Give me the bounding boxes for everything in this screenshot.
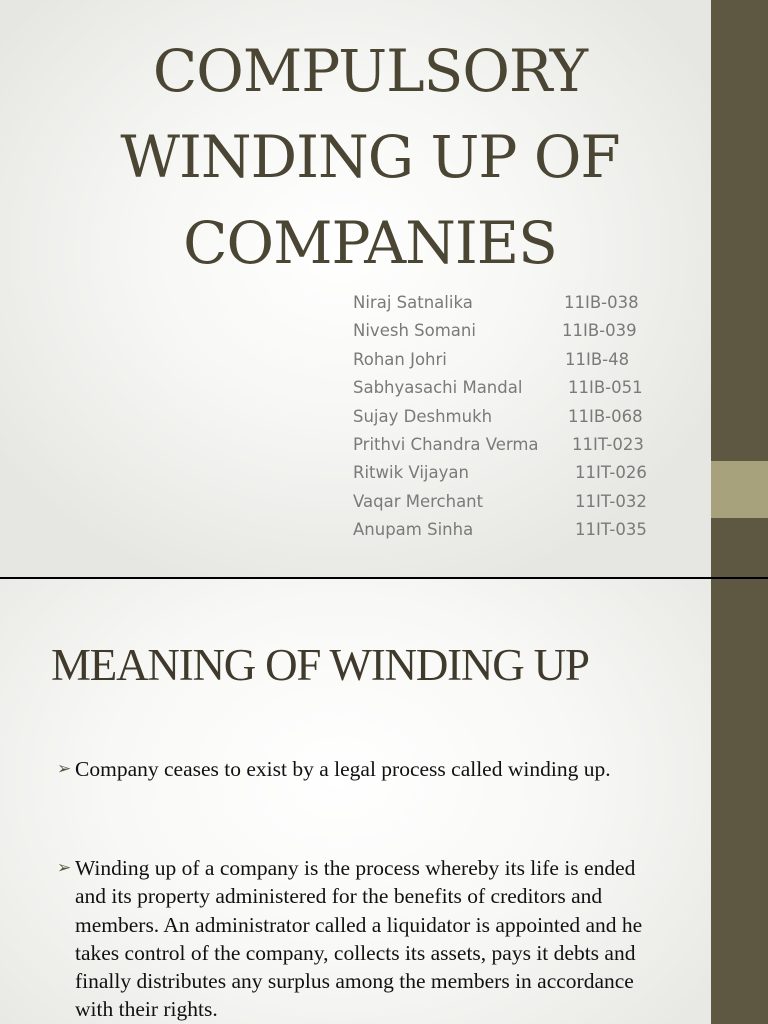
member-name: Prithvi Chandra Verma (353, 434, 539, 454)
bullet-text: Company ceases to exist by a legal process called winding up. (75, 757, 611, 781)
member-id: 11IT-035 (575, 520, 647, 540)
member-list (353, 289, 673, 545)
member-id: 11IB-039 (562, 321, 637, 341)
bullet-arrow-icon: ➢ (57, 759, 72, 778)
member-row (353, 374, 673, 402)
slide-title (60, 28, 680, 286)
member-id: 11IB-051 (568, 378, 643, 398)
member-id: 11IT-032 (575, 491, 647, 511)
member-row (353, 289, 673, 317)
member-name: Anupam Sinha (353, 520, 474, 540)
member-name: Sujay Deshmukh (353, 406, 493, 426)
member-row (353, 431, 673, 459)
title-line: COMPANIES (183, 209, 557, 277)
member-name: Nivesh Somani (353, 321, 476, 341)
member-id: 11IB-48 (565, 349, 630, 369)
member-id: 11IB-068 (568, 406, 643, 426)
member-name: Vaqar Merchant (353, 491, 484, 511)
member-row (353, 516, 673, 544)
bullet-arrow-icon: ➢ (57, 858, 72, 877)
bullet-text: Winding up of a company is the process whereby its life is ended and its property administered for the benefits of creditors and members. An administrator called a liquidator is appointed and he takes control of the company, collects its assets, pays it debts and finally distributes any surplus among the members in accordance with their rights. (75, 856, 643, 1022)
member-id: 11IT-026 (575, 463, 647, 483)
member-name: Ritwik Vijayan (353, 463, 469, 483)
member-row (353, 317, 673, 345)
slide-title: MEANING OF WINDING UP (51, 640, 589, 690)
member-row (353, 346, 673, 374)
title-line: WINDING UP OF (120, 123, 620, 191)
bullet-item (57, 854, 667, 1024)
member-id: 11IB-038 (564, 293, 639, 312)
member-id: 11IT-023 (572, 434, 644, 454)
title-line: COMPULSORY (152, 37, 588, 105)
content-slide (0, 579, 768, 1024)
bullet-item (57, 755, 667, 783)
member-name: Sabhyasachi Mandal (353, 378, 523, 398)
member-row (353, 488, 673, 516)
member-name: Niraj Satnalika (353, 293, 473, 312)
sidebar-accent-block (711, 461, 768, 518)
slide-sidebar (711, 579, 768, 1024)
member-name: Rohan Johri (353, 349, 447, 369)
member-row (353, 459, 673, 487)
member-row (353, 403, 673, 431)
